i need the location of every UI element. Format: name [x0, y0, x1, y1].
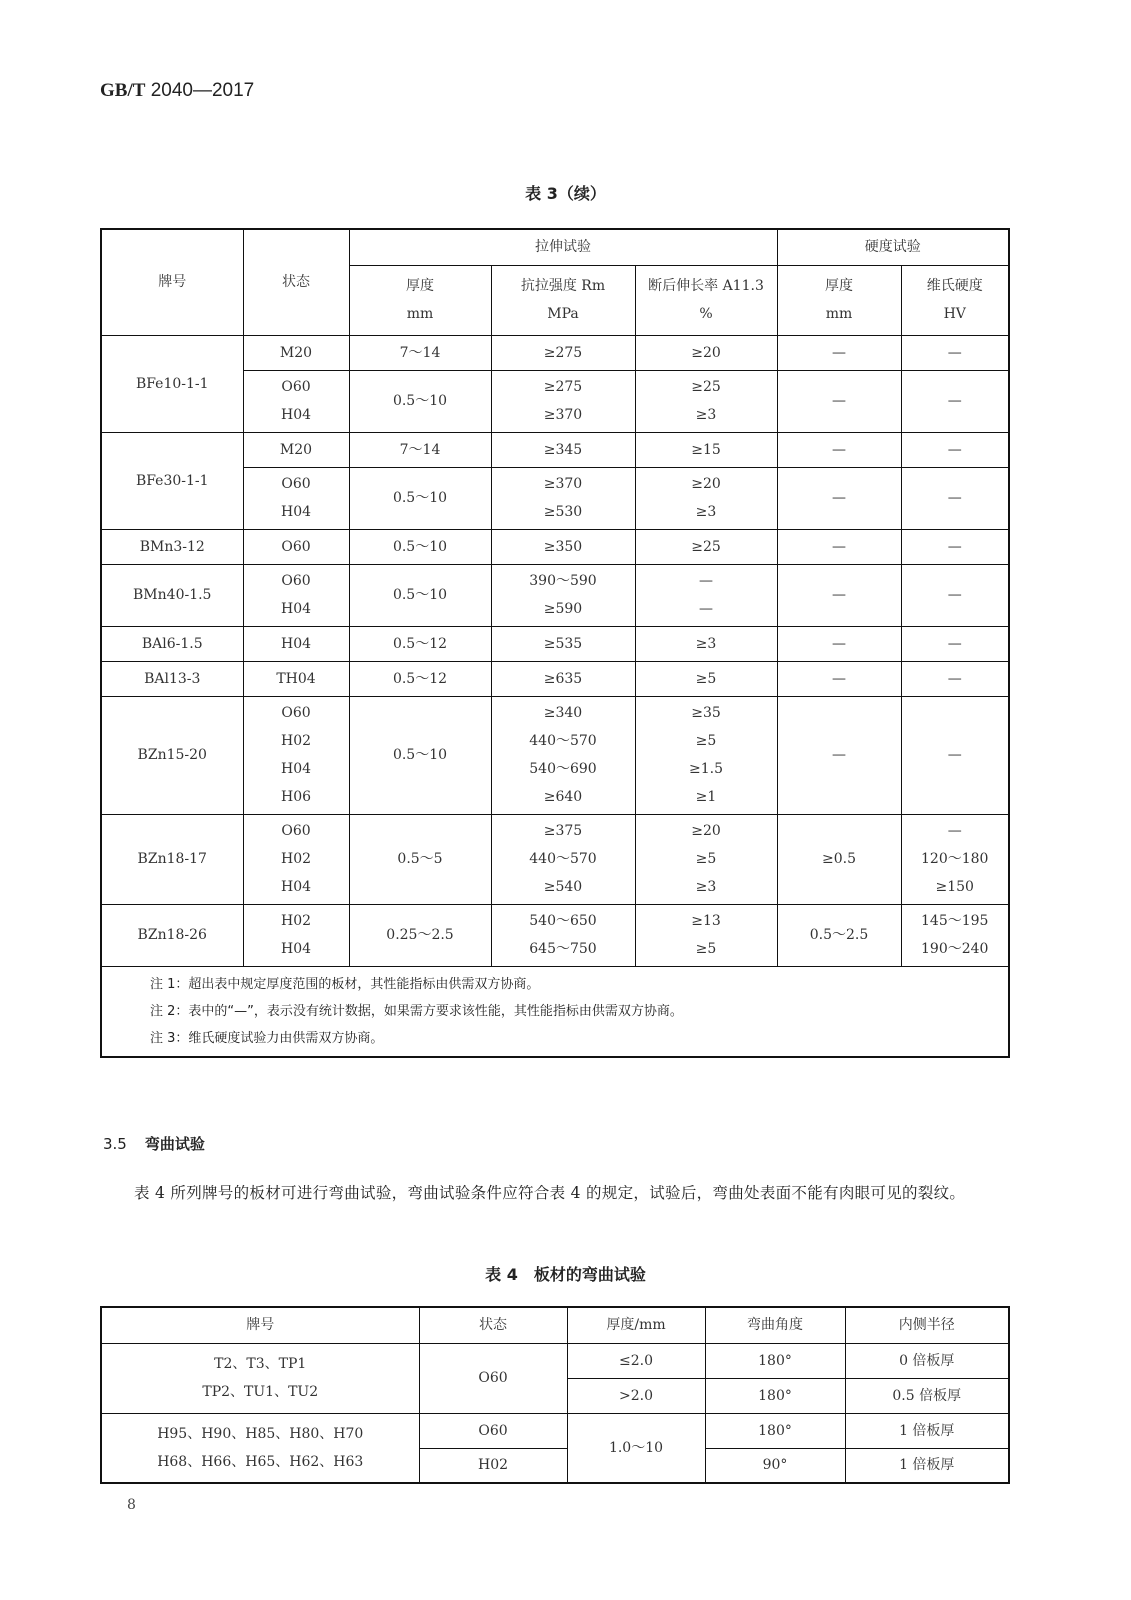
vickers-cell: — [901, 370, 1009, 432]
table-row [101, 564, 1009, 626]
body-paragraph: 表 4 所列牌号的板材可进行弯曲试验，弯曲试验条件应符合表 4 的规定，试验后，弯曲处表面不能有肉眼可见的裂纹。 [134, 1184, 966, 1202]
table4-body [101, 1343, 1009, 1483]
col-hardness-thickness-label: 厚度 [825, 278, 853, 294]
radius-cell: 0 倍板厚 [845, 1343, 1009, 1378]
grade-cell: BZn18-26 [101, 904, 243, 966]
tensile-strength-cell: ≥340 440～570 540～690 ≥640 [491, 696, 635, 814]
tensile-strength-cell: ≥635 [491, 661, 635, 696]
col-hardness-thickness-unit: mm [825, 306, 853, 322]
temper-cell: O60 [419, 1343, 567, 1413]
vickers-cell: — [901, 626, 1009, 661]
table-row [101, 904, 1009, 966]
vickers-cell: — [901, 564, 1009, 626]
table3-caption: 表 3（续） [525, 184, 606, 203]
col-thickness [349, 265, 491, 335]
radius-cell: 1 倍板厚 [845, 1413, 1009, 1448]
elongation-cell: ≥5 [635, 661, 777, 696]
elongation-cell: ≥15 [635, 432, 777, 467]
grade-cell: BFe10-1-1 [101, 335, 243, 432]
temper-cell: O60 [419, 1413, 567, 1448]
table-row [101, 661, 1009, 696]
grade-cell: BMn3-12 [101, 529, 243, 564]
page-number: 8 [127, 1497, 136, 1513]
notes-cell [101, 966, 1009, 1057]
hardness-thickness-cell: — [777, 564, 901, 626]
temper-cell: O60 [243, 529, 349, 564]
t4-col-radius: 内侧半径 [845, 1307, 1009, 1343]
thickness-cell: ≤2.0 [567, 1343, 705, 1378]
angle-cell: 180° [705, 1378, 845, 1413]
thickness-cell: 0.5～10 [349, 529, 491, 564]
thickness-cell: >2.0 [567, 1378, 705, 1413]
thickness-cell: 0.5～10 [349, 564, 491, 626]
table-row [101, 696, 1009, 814]
note-2: 注 2：表中的“—”，表示没有统计数据，如果需方要求该性能，其性能指标由供需双方协商。 [150, 1003, 683, 1019]
table-row [101, 1413, 1009, 1448]
t4-col-grade: 牌号 [101, 1307, 419, 1343]
table4 [100, 1306, 1010, 1484]
hardness-test-group: 硬度试验 [777, 229, 1009, 265]
temper-cell: M20 [243, 432, 349, 467]
col-vickers-unit: HV [943, 306, 966, 322]
col-elongation-label: 断后伸长率 A11.3 [648, 278, 764, 294]
thickness-cell: 0.5～10 [349, 370, 491, 432]
grade-cell: BZn18-17 [101, 814, 243, 904]
col-elongation-unit: % [699, 306, 713, 322]
hardness-thickness-cell: — [777, 467, 901, 529]
thickness-cell: 0.5～12 [349, 626, 491, 661]
thickness-cell: 0.5～10 [349, 467, 491, 529]
table-row [101, 1343, 1009, 1378]
t4-col-angle: 弯曲角度 [705, 1307, 845, 1343]
hardness-thickness-cell: 0.5～2.5 [777, 904, 901, 966]
temper-cell: H02 [419, 1448, 567, 1483]
table3-notes [101, 966, 1009, 1057]
t4-col-thickness: 厚度/mm [567, 1307, 705, 1343]
grade-cell: BAl6-1.5 [101, 626, 243, 661]
temper-cell: O60 H04 [243, 370, 349, 432]
section-heading [103, 1133, 205, 1154]
grade-cell: BMn40-1.5 [101, 564, 243, 626]
hardness-thickness-cell: — [777, 696, 901, 814]
col-tensile-strength-unit: MPa [547, 306, 579, 322]
temper-cell: M20 [243, 335, 349, 370]
thickness-cell: 0.5～10 [349, 696, 491, 814]
grade-cell: H95、H90、H85、H80、H70 H68、H66、H65、H62、H63 [101, 1413, 419, 1483]
tensile-strength-cell: ≥275 ≥370 [491, 370, 635, 432]
tensile-strength-cell: ≥375 440～570 ≥540 [491, 814, 635, 904]
tensile-strength-cell: ≥370 ≥530 [491, 467, 635, 529]
elongation-cell: ≥25 [635, 529, 777, 564]
hardness-thickness-cell: — [777, 626, 901, 661]
col-vickers [901, 265, 1009, 335]
temper-cell: O60 H04 [243, 564, 349, 626]
col-temper: 状态 [243, 229, 349, 335]
hardness-thickness-cell: ≥0.5 [777, 814, 901, 904]
vickers-cell: — [901, 529, 1009, 564]
angle-cell: 90° [705, 1448, 845, 1483]
tensile-test-group: 拉伸试验 [349, 229, 777, 265]
col-vickers-label: 维氏硬度 [926, 278, 983, 294]
elongation-cell: ≥20 ≥5 ≥3 [635, 814, 777, 904]
col-tensile-strength [491, 265, 635, 335]
tensile-strength-cell: ≥350 [491, 529, 635, 564]
thickness-cell: 0.5～12 [349, 661, 491, 696]
elongation-cell: ≥20 [635, 335, 777, 370]
col-tensile-strength-label: 抗拉强度 Rm [520, 278, 606, 294]
vickers-cell: — 120～180 ≥150 [901, 814, 1009, 904]
vickers-cell: — [901, 335, 1009, 370]
radius-cell: 0.5 倍板厚 [845, 1378, 1009, 1413]
table4-caption: 表 4 板材的弯曲试验 [485, 1265, 646, 1284]
temper-cell: H04 [243, 626, 349, 661]
thickness-cell: 0.5～5 [349, 814, 491, 904]
elongation-cell: — — [635, 564, 777, 626]
elongation-cell: ≥25 ≥3 [635, 370, 777, 432]
standard-code: 2040—2017 [150, 80, 255, 101]
vickers-cell: — [901, 661, 1009, 696]
table3-body [101, 335, 1009, 966]
vickers-cell: 145～195 190～240 [901, 904, 1009, 966]
grade-cell: BZn15-20 [101, 696, 243, 814]
angle-cell: 180° [705, 1343, 845, 1378]
temper-cell: O60 H02 H04 H06 [243, 696, 349, 814]
tensile-strength-cell: ≥535 [491, 626, 635, 661]
thickness-cell: 7～14 [349, 432, 491, 467]
grade-cell: BFe30-1-1 [101, 432, 243, 529]
tensile-strength-cell: ≥275 [491, 335, 635, 370]
hardness-thickness-cell: — [777, 432, 901, 467]
hardness-thickness-cell: — [777, 529, 901, 564]
grade-cell: T2、T3、TP1 TP2、TU1、TU2 [101, 1343, 419, 1413]
thickness-cell: 0.25～2.5 [349, 904, 491, 966]
col-hardness-thickness [777, 265, 901, 335]
table-row [101, 529, 1009, 564]
thickness-cell: 7～14 [349, 335, 491, 370]
temper-cell: O60 H04 [243, 467, 349, 529]
tensile-strength-cell: 390～590 ≥590 [491, 564, 635, 626]
col-thickness-label: 厚度 [406, 278, 434, 294]
section-number: 3.5 [103, 1135, 127, 1153]
angle-cell: 180° [705, 1413, 845, 1448]
col-thickness-unit: mm [406, 306, 434, 322]
hardness-thickness-cell: — [777, 370, 901, 432]
table-row [101, 432, 1009, 467]
standard-prefix: GB/T [100, 80, 146, 101]
tensile-strength-cell: ≥345 [491, 432, 635, 467]
col-elongation [635, 265, 777, 335]
standard-number [100, 80, 254, 102]
t4-col-temper: 状态 [419, 1307, 567, 1343]
hardness-thickness-cell: — [777, 661, 901, 696]
radius-cell: 1 倍板厚 [845, 1448, 1009, 1483]
table-row [101, 814, 1009, 904]
elongation-cell: ≥20 ≥3 [635, 467, 777, 529]
temper-cell: TH04 [243, 661, 349, 696]
hardness-thickness-cell: — [777, 335, 901, 370]
thickness-cell: 1.0～10 [567, 1413, 705, 1483]
section-title: 弯曲试验 [144, 1135, 205, 1153]
note-3: 注 3：维氏硬度试验力由供需双方协商。 [150, 1030, 384, 1046]
tensile-strength-cell: 540～650 645～750 [491, 904, 635, 966]
elongation-cell: ≥13 ≥5 [635, 904, 777, 966]
table3 [100, 228, 1010, 1058]
vickers-cell: — [901, 467, 1009, 529]
table-row [101, 626, 1009, 661]
table-row [101, 335, 1009, 370]
note-1: 注 1：超出表中规定厚度范围的板材，其性能指标由供需双方协商。 [150, 976, 540, 992]
temper-cell: O60 H02 H04 [243, 814, 349, 904]
col-grade: 牌号 [101, 229, 243, 335]
temper-cell: H02 H04 [243, 904, 349, 966]
elongation-cell: ≥3 [635, 626, 777, 661]
vickers-cell: — [901, 432, 1009, 467]
elongation-cell: ≥35 ≥5 ≥1.5 ≥1 [635, 696, 777, 814]
grade-cell: BAl13-3 [101, 661, 243, 696]
vickers-cell: — [901, 696, 1009, 814]
